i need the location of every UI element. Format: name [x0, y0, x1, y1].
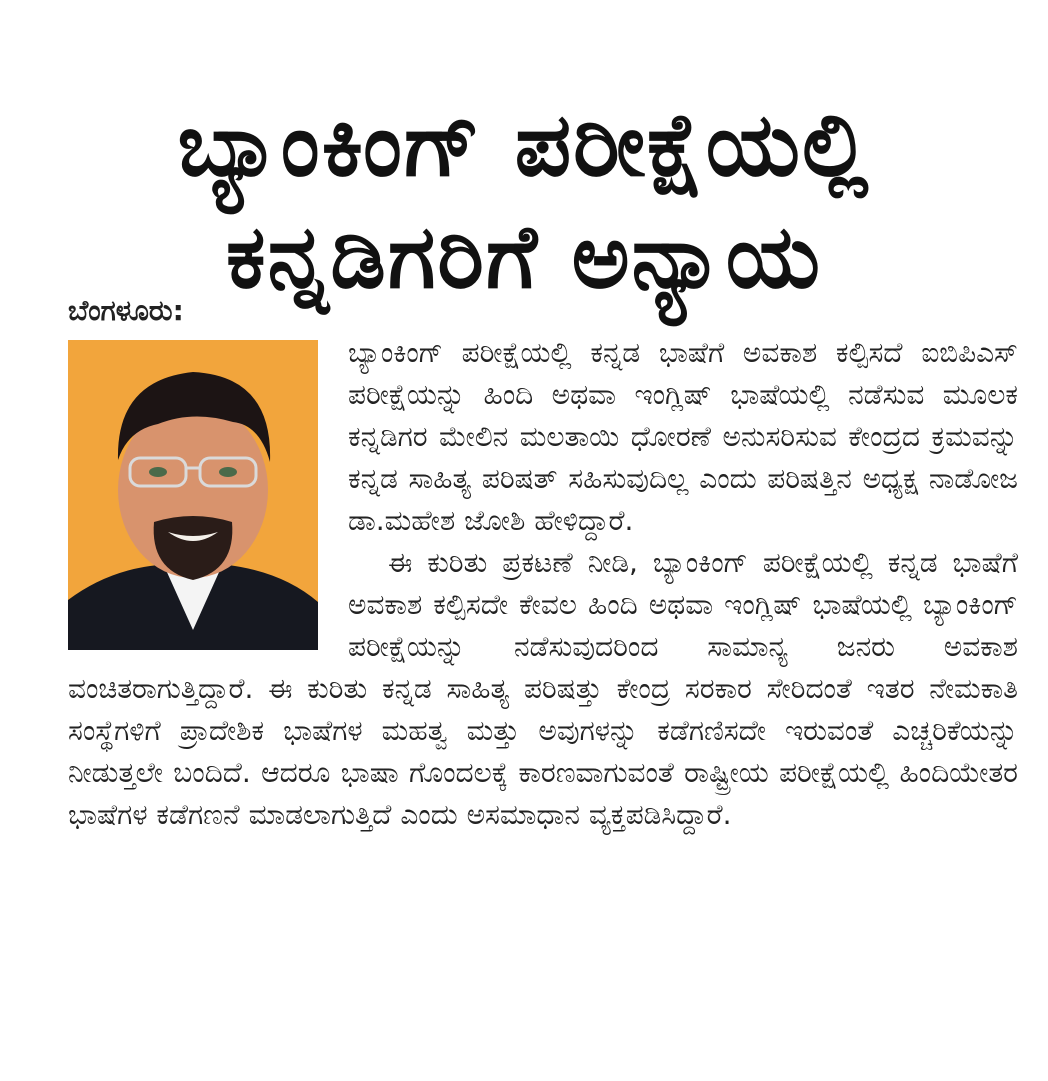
paragraph-1-text: ಬ್ಯಾಂಕಿಂಗ್ ಪರೀಕ್ಷೆಯಲ್ಲಿ ಕನ್ನಡ ಭಾಷೆಗೆ ಅವಕಾಶ ಕಲ್ಪಿಸದೆ ಐಬಿಪಿಎಸ್ ಪರೀಕ್ಷೆಯನ್ನು ಹಿಂದಿ ಅಥವಾ ಇಂಗ್ಲಿಷ್ ಭಾಷೆಯಲ್ಲಿ ನಡೆಸುವ ಮೂಲಕ ಕನ್ನಡಿಗರ ಮೇಲಿನ ಮಲತಾಯಿ ಧೋರಣೆ ಅನುಸರಿಸುವ ಕೇಂದ್ರದ ಕ್ರಮವನ್ನು ಕನ್ನಡ ಸಾಹಿತ್ಯ ಪರಿಷತ್ ಸಹಿಸುವುದಿಲ್ಲ ಎಂದು ಪರಿಷತ್ತಿನ ಅಧ್ಯಕ್ಷ ನಾಡೋಜ ಡಾ.ಮಹೇಶ ಜೋಶಿ ಹೇಳಿದ್ದಾರೆ.: [348, 336, 1018, 537]
dateline: ಬೆಂಗಳೂರು:: [68, 294, 184, 327]
article-body: [68, 290, 1018, 836]
article-paragraph-1: [68, 290, 1018, 332]
headline: [30, 89, 1018, 313]
article-paragraph-2: ಈ ಕುರಿತು ಪ್ರಕಟಣೆ ನೀಡಿ, ಬ್ಯಾಂಕಿಂಗ್ ಪರೀಕ್ಷೆಯಲ್ಲಿ ಕನ್ನಡ ಭಾಷೆಗೆ ಅವಕಾಶ ಕಲ್ಪಿಸದೇ ಕೇವಲ ಹಿಂದಿ ಅಥವಾ ಇಂಗ್ಲಿಷ್ ಭಾಷೆಯಲ್ಲಿ ಬ್ಯಾಂಕಿಂಗ್ ಪರೀಕ್ಷೆಯನ್ನು ನಡೆಸುವುದರಿಂದ ಸಾಮಾನ್ಯ ಜನರು ಅವಕಾಶ ವಂಚಿತರಾಗುತ್ತಿದ್ದಾರೆ. ಈ ಕುರಿತು ಕನ್ನಡ ಸಾಹಿತ್ಯ ಪರಿಷತ್ತು ಕೇಂದ್ರ ಸರಕಾರ ಸೇರಿದಂತೆ ಇತರ ನೇಮಕಾತಿ ಸಂಸ್ಥೆಗಳಿಗೆ ಪ್ರಾದೇಶಿಕ ಭಾಷೆಗಳ ಮಹತ್ವ ಮತ್ತು ಅವುಗಳನ್ನು ಕಡೆಗಣಿಸದೇ ಇರುವಂತೆ ಎಚ್ಚರಿಕೆಯನ್ನು ನೀಡುತ್ತಲೇ ಬಂದಿದೆ. ಆದರೂ ಭಾಷಾ ಗೊಂದಲಕ್ಕೆ ಕಾರಣವಾಗುವಂತೆ ರಾಷ್ಟ್ರೀಯ ಪರೀಕ್ಷೆಯಲ್ಲಿ ಹಿಂದಿಯೇತರ ಭಾಷೆಗಳ ಕಡೆಗಣನೆ ಮಾಡಲಾಗುತ್ತಿದೆ ಎಂದು ಅಸಮಾಧಾನ ವ್ಯಕ್ತಪಡಿಸಿದ್ದಾರೆ.: [68, 546, 1018, 831]
headline-line-2: ಕನ್ನಡಿಗರಿಗೆ ಅನ್ಯಾಯ: [225, 204, 823, 308]
portrait-photo: [68, 340, 318, 650]
portrait-illustration: [68, 340, 318, 650]
headline-line-1: ಬ್ಯಾಂಕಿಂಗ್ ಪರೀಕ್ಷೆಯಲ್ಲಿ: [177, 92, 871, 196]
